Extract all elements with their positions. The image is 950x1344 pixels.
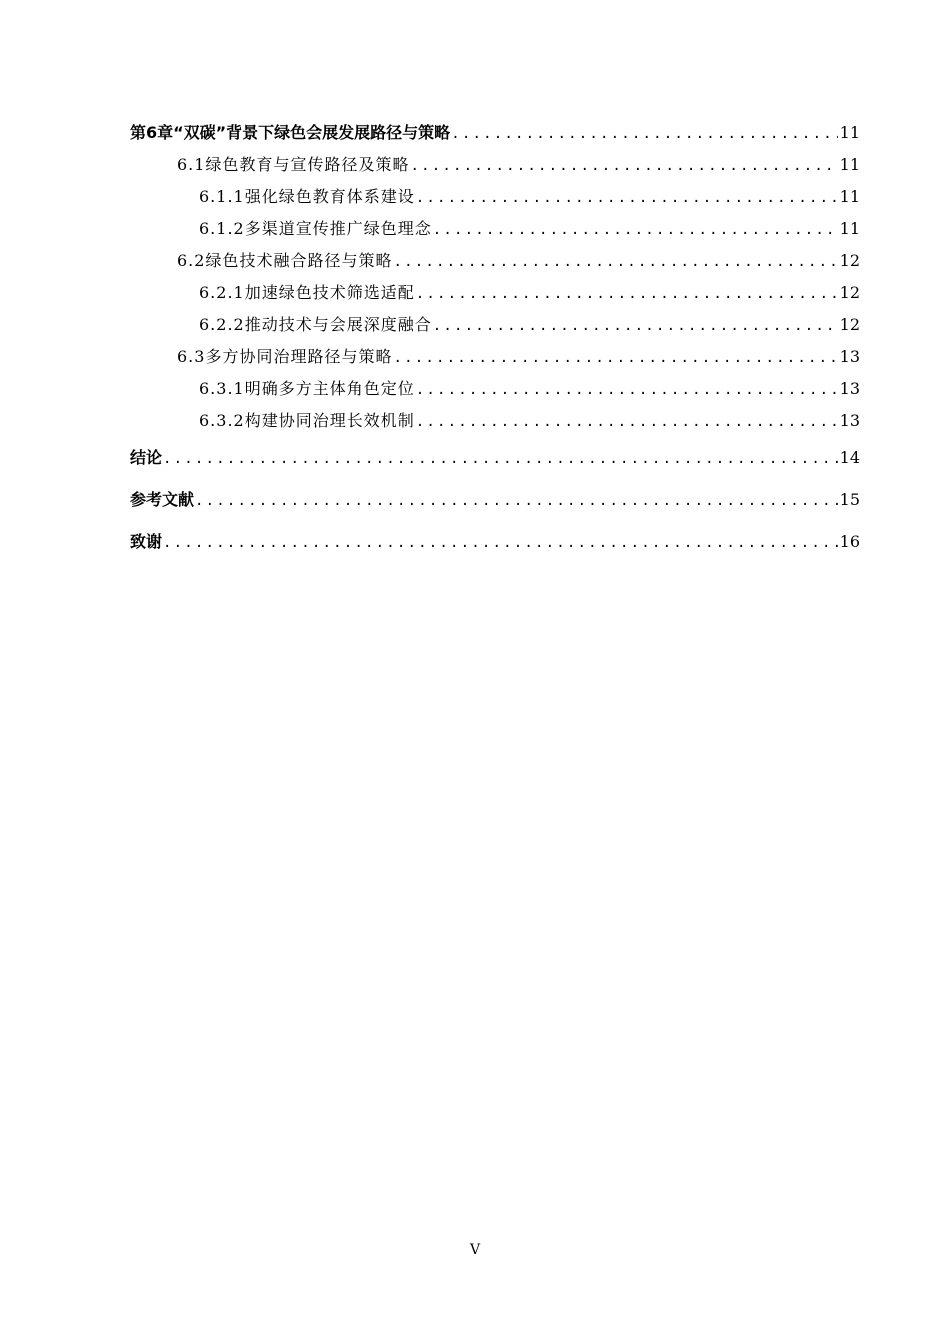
toc-entry-page: 11 <box>839 155 860 174</box>
toc-entry-page: 15 <box>839 490 860 509</box>
toc-entry-6-3[interactable] <box>130 341 860 373</box>
toc-entry-page: 12 <box>839 315 860 334</box>
toc-entry-6-2[interactable] <box>130 245 860 277</box>
toc-entry-number: 6.2.2 <box>199 315 245 334</box>
toc-entry-number: 6.3.1 <box>199 379 245 398</box>
toc-entry-title: 参考文献 <box>130 490 195 509</box>
table-of-contents <box>130 117 860 563</box>
toc-entry-page: 11 <box>839 123 860 142</box>
toc-entry-page: 11 <box>839 187 860 206</box>
toc-entry-title: 结论 <box>130 448 163 467</box>
toc-entry-number: 6.3.2 <box>199 411 245 430</box>
toc-entry-page: 13 <box>839 347 860 366</box>
toc-entry-page: 14 <box>839 448 860 467</box>
toc-entry-page: 16 <box>839 532 860 551</box>
dot-leader <box>416 182 838 214</box>
page-number-footer: V <box>469 1242 481 1258</box>
toc-entry-chapter-6[interactable] <box>130 117 860 149</box>
toc-entry-title: 强化绿色教育体系建设 <box>244 187 415 206</box>
toc-entry-title: 致谢 <box>130 532 163 551</box>
toc-entry-title: 构建协同治理长效机制 <box>244 411 415 430</box>
toc-entry-acknowledgements[interactable] <box>130 521 860 563</box>
toc-entry-title: 明确多方主体角色定位 <box>244 379 415 398</box>
toc-entry-title: 绿色教育与宣传路径及策略 <box>205 155 410 174</box>
dot-leader <box>163 438 838 480</box>
toc-entry-6-3-1[interactable] <box>130 373 860 405</box>
toc-entry-number: 6.1.2 <box>199 219 245 238</box>
toc-entry-title: “双碳”背景下绿色会展发展路径与策略 <box>173 123 451 142</box>
toc-entry-title: 推动技术与会展深度融合 <box>244 315 432 334</box>
toc-entry-page: 11 <box>839 219 860 238</box>
toc-entry-page: 12 <box>839 283 860 302</box>
toc-entry-6-1-1[interactable] <box>130 181 860 213</box>
toc-entry-number: 6.3 <box>177 347 206 366</box>
dot-leader <box>393 342 837 374</box>
dot-leader <box>433 214 838 246</box>
toc-entry-title: 多方协同治理路径与策略 <box>205 347 393 366</box>
toc-entry-6-3-2[interactable] <box>130 405 860 437</box>
toc-entry-title: 多渠道宣传推广绿色理念 <box>244 219 432 238</box>
dot-leader <box>163 522 838 564</box>
dot-leader <box>416 406 838 438</box>
dot-leader <box>195 480 838 522</box>
toc-entry-page: 13 <box>839 411 860 430</box>
toc-entry-number: 第6章 <box>130 123 174 142</box>
dot-leader <box>451 118 837 150</box>
toc-entry-6-2-1[interactable] <box>130 277 860 309</box>
toc-entry-number: 6.1 <box>177 155 206 174</box>
toc-entry-page: 12 <box>839 251 860 270</box>
dot-leader <box>416 374 838 406</box>
dot-leader <box>410 150 837 182</box>
dot-leader <box>393 246 837 278</box>
toc-entry-number: 6.2 <box>177 251 206 270</box>
toc-entry-number: 6.1.1 <box>199 187 245 206</box>
toc-entry-number: 6.2.1 <box>199 283 245 302</box>
toc-entry-6-2-2[interactable] <box>130 309 860 341</box>
toc-entry-page: 13 <box>839 379 860 398</box>
dot-leader <box>433 310 838 342</box>
toc-entry-title: 绿色技术融合路径与策略 <box>205 251 393 270</box>
toc-entry-references[interactable] <box>130 479 860 521</box>
toc-entry-title: 加速绿色技术筛选适配 <box>244 283 415 302</box>
toc-entry-conclusion[interactable] <box>130 437 860 479</box>
toc-entry-6-1-2[interactable] <box>130 213 860 245</box>
toc-entry-6-1[interactable] <box>130 149 860 181</box>
dot-leader <box>416 278 838 310</box>
